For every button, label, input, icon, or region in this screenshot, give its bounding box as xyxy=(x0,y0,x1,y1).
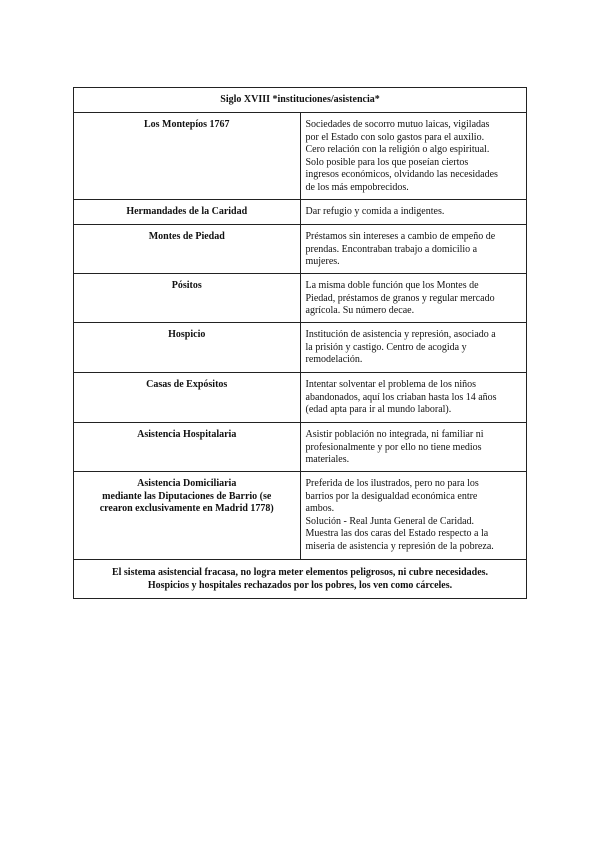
institution-description-line: La misma doble función que los Montes de xyxy=(305,280,479,291)
institution-name xyxy=(74,323,301,373)
institution-description-line: (edad apta para ir al mundo laboral). xyxy=(305,404,452,416)
institution-description xyxy=(300,113,527,200)
institution-description xyxy=(300,225,527,274)
conclusion-line: El sistema asistencial fracasa, no logra meter elementos peligrosos, ni cubre necesidades. xyxy=(111,567,489,578)
institution-name-line: Montes de Piedad xyxy=(148,231,225,242)
institution-description-line: Solución - Real Junta General de Caridad. xyxy=(305,515,475,527)
institution-description-line: por el Estado con solo gastos para el auxilio. xyxy=(305,131,485,143)
institution-description-line: Solo posible para los que poseían ciertos xyxy=(305,156,469,168)
institution-name xyxy=(74,373,301,423)
conclusion-text xyxy=(74,560,527,599)
institution-description-line: Préstamos sin intereses a cambio de empeño de xyxy=(305,231,496,242)
institution-description-line: Cero relación con la religión o algo espiritual. xyxy=(305,144,490,156)
institution-description-line: mujeres. xyxy=(305,256,340,268)
institution-name xyxy=(74,113,301,200)
institution-name xyxy=(74,472,301,560)
institution-name-line: Hermandades de la Caridad xyxy=(126,206,248,217)
institution-name-line: Asistencia Domiciliaria xyxy=(137,478,237,489)
institution-description-line: prendas. Encontraban trabajo a domicilio a xyxy=(305,243,478,255)
institution-description-line: miseria de asistencia y represión de la pobreza. xyxy=(305,540,494,552)
institution-description-line: abandonados, aquí los criaban hasta los 14 años xyxy=(305,391,497,403)
institution-description xyxy=(300,423,527,472)
institution-name xyxy=(74,274,301,323)
table-row xyxy=(74,373,527,423)
table-row xyxy=(74,225,527,274)
institution-description-line: Preferida de los ilustrados, pero no para los xyxy=(305,478,479,489)
institution-description-line: de los más empobrecidos. xyxy=(305,181,409,193)
institution-description-line: Intentar solventar el problema de los niños xyxy=(305,379,477,390)
table-row xyxy=(74,113,527,200)
institution-description-line: Dar refugio y comida a indigentes. xyxy=(305,206,445,217)
institution-name xyxy=(74,225,301,274)
table-row xyxy=(74,200,527,225)
institution-description xyxy=(300,323,527,373)
table-row xyxy=(74,323,527,373)
institution-name-line: Pósitos xyxy=(171,280,202,291)
table-header-row xyxy=(74,88,527,113)
institution-description xyxy=(300,373,527,423)
institution-description-line: la prisión y castigo. Centro de acogida y xyxy=(305,341,467,353)
table-row xyxy=(74,472,527,560)
institution-name-line: Hospicio xyxy=(168,329,206,340)
institution-name xyxy=(74,200,301,225)
table-footer-row xyxy=(74,560,527,599)
institution-name-line: mediante las Diputaciones de Barrio (se xyxy=(102,490,272,502)
institution-description-line: Institución de asistencia y represión, asociado a xyxy=(305,329,496,340)
conclusion-line: Hospicios y hospitales rechazados por los pobres, los ven como cárceles. xyxy=(147,579,453,591)
table-row xyxy=(74,423,527,472)
institution-name-line: Casas de Expósitos xyxy=(146,379,228,390)
table-title: Siglo XVIII *instituciones/asistencia* xyxy=(74,88,527,113)
institution-name xyxy=(74,423,301,472)
institution-description-line: agrícola. Su número decae. xyxy=(305,305,415,317)
institution-description xyxy=(300,274,527,323)
institution-description-line: ingresos económicos, olvidando las necesidades xyxy=(305,169,498,181)
institution-name-line: crearon exclusivamente en Madrid 1778) xyxy=(99,503,274,515)
table-row xyxy=(74,274,527,323)
institution-name-line: Los Montepíos 1767 xyxy=(143,119,230,130)
institution-description-line: profesionalmente y por ello no tiene medios xyxy=(305,441,482,453)
institution-description-line: ambos. xyxy=(305,503,335,515)
institution-name-line: Asistencia Hospitalaria xyxy=(137,429,237,440)
institution-description-line: Asistir población no integrada, ni familiar ni xyxy=(305,429,484,440)
institution-description xyxy=(300,200,527,225)
institution-description xyxy=(300,472,527,560)
institution-description-line: barrios por la desigualdad económica entre xyxy=(305,490,478,502)
institution-description-line: Sociedades de socorro mutuo laicas, vigiladas xyxy=(305,119,490,130)
institution-description-line: Piedad, préstamos de granos y regular mercado xyxy=(305,292,495,304)
institution-description-line: materiales. xyxy=(305,454,350,466)
institution-description-line: Muestra las dos caras del Estado respecto a la xyxy=(305,528,489,540)
institutions-table xyxy=(73,87,527,599)
institution-description-line: remodelación. xyxy=(305,354,363,366)
